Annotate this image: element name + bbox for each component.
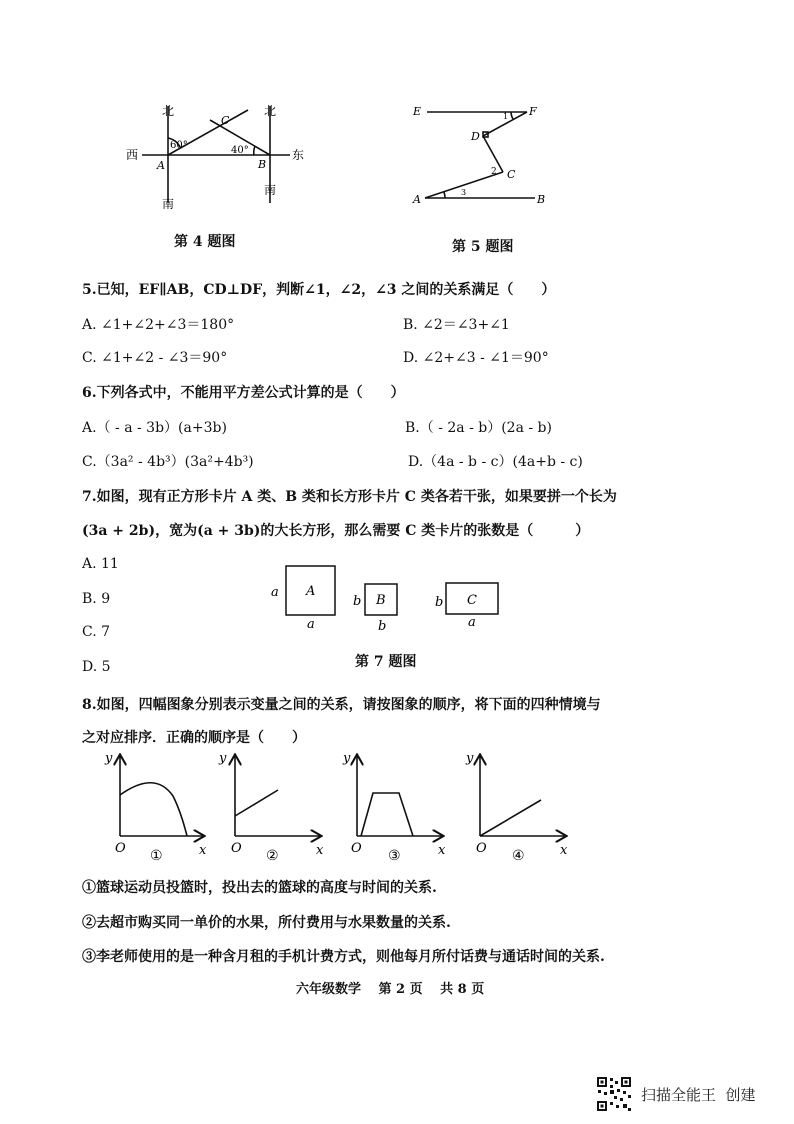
q6-stem: 6.下列各式中，不能用平方差公式计算的是（ ） — [82, 385, 405, 401]
q7-stem-line-1: 7.如图，现有正方形卡片 A 类、B 类和长方形卡片 C 类各若干张，如果要拼一个长为 — [82, 489, 617, 505]
q8-situation-1: ①篮球运动员投篮时，投出去的篮球的高度与时间的关系. — [82, 880, 437, 896]
fig4-south-1: 南 — [162, 197, 175, 211]
g1-y-label: y — [105, 751, 113, 766]
q5-option-b: B. ∠2＝∠3+∠1 — [403, 317, 510, 333]
q7-option-d: D. 5 — [82, 659, 111, 675]
q5-option-a: A. ∠1+∠2+∠3＝180° — [82, 317, 235, 333]
g1-number: ① — [150, 848, 163, 864]
g4-number: ④ — [512, 848, 525, 864]
card-a-label: A — [306, 584, 316, 599]
fig5-point-d: D — [471, 130, 480, 143]
fig5-angle-2: 2 — [491, 167, 497, 177]
card-b-bottom-side: b — [378, 619, 387, 632]
fig4-east: 东 — [292, 148, 305, 162]
fig4-point-c: C — [221, 114, 230, 127]
g4-x-label: x — [560, 843, 568, 858]
card-c-left-side: b — [435, 595, 444, 610]
card-a-bottom-side: a — [307, 617, 315, 632]
graph-3 — [357, 756, 442, 836]
fig5-point-c: C — [507, 168, 516, 181]
g3-x-label: x — [438, 843, 446, 858]
fig5-point-e: E — [413, 105, 422, 118]
fig4-south-2: 南 — [264, 183, 277, 197]
q8-stem-line-1: 8.如图，四幅图象分别表示变量之间的关系，请按图象的顺序，将下面的四种情境与 — [82, 697, 601, 713]
q5-option-c: C. ∠1+∠2 - ∠3＝90° — [82, 350, 228, 366]
g4-origin: O — [476, 841, 487, 856]
g3-y-label: y — [343, 751, 351, 766]
q8-stem-line-2: 之对应排序．正确的顺序是（ ） — [82, 730, 306, 746]
g1-origin: O — [115, 841, 126, 856]
g3-origin: O — [351, 841, 362, 856]
graph-4 — [480, 756, 565, 836]
g1-x-label: x — [199, 843, 207, 858]
fig4-caption: 第 4 题图 — [174, 234, 236, 250]
q6-option-b: B.（ - 2a - b）(2a - b) — [405, 420, 552, 436]
q5-option-d: D. ∠2+∠3 - ∠1＝90° — [403, 350, 549, 366]
fig4-north-2: 北 — [264, 104, 277, 118]
figure-4 — [120, 98, 320, 213]
fig7-caption: 第 7 题图 — [355, 654, 417, 670]
q7-option-c: C. 7 — [82, 624, 111, 640]
scanner-watermark: 扫描全能王 创建 — [641, 1086, 756, 1104]
graph-2 — [235, 756, 320, 836]
q6-option-c: C.（3a² - 4b³）(3a²+4b³) — [82, 454, 254, 470]
figure-7-cards — [265, 560, 510, 632]
g2-origin: O — [231, 841, 242, 856]
qr-code-icon — [596, 1076, 632, 1112]
page-footer: 六年级数学 第 2 页 共 8 页 — [296, 982, 485, 997]
g4-y-label: y — [466, 751, 474, 766]
card-c-label: C — [467, 593, 477, 608]
card-b-label: B — [376, 593, 386, 608]
q7-option-a: A. 11 — [82, 556, 119, 572]
fig5-point-a: A — [413, 193, 421, 206]
g2-number: ② — [266, 848, 279, 864]
fig4-west: 西 — [126, 148, 139, 162]
fig5-caption: 第 5 题图 — [452, 239, 514, 255]
card-c-bottom-side: a — [468, 615, 476, 630]
q8-situation-3: ③李老师使用的是一种含月租的手机计费方式，则他每月所付话费与通话时间的关系. — [82, 949, 605, 965]
graph-1 — [120, 756, 203, 836]
q5-stem: 5.已知，EF∥AB，CD⊥DF，判断∠1，∠2，∠3 之间的关系满足（ ） — [82, 282, 556, 298]
q6-option-d: D.（4a - b - c）(4a+b - c) — [408, 454, 583, 470]
g3-number: ③ — [388, 848, 401, 864]
card-b-left-side: b — [353, 594, 362, 609]
fig4-point-b: B — [258, 158, 267, 171]
fig4-angle-a: 60° — [170, 140, 188, 151]
fig5-angle-3: 3 — [461, 188, 467, 197]
card-a-left-side: a — [271, 585, 279, 600]
q6-option-a: A.（ - a - 3b）(a+3b) — [82, 420, 227, 436]
q7-option-b: B. 9 — [82, 591, 111, 607]
figure-5 — [405, 96, 565, 211]
fig5-point-f: F — [529, 105, 537, 118]
g2-x-label: x — [316, 843, 324, 858]
g2-y-label: y — [219, 751, 227, 766]
figure-8-graphs — [95, 748, 585, 866]
fig4-angle-b: 40° — [231, 145, 249, 156]
fig4-north-1: 北 — [162, 104, 175, 118]
q7-stem-line-2: (3a + 2b)，宽为(a + 3b)的大长方形，那么需要 C 类卡片的张数是（ ） — [82, 523, 590, 539]
fig5-angle-1: 1 — [503, 112, 509, 121]
q8-situation-2: ②去超市购买同一单价的水果，所付费用与水果数量的关系. — [82, 915, 451, 931]
fig5-point-b: B — [537, 193, 546, 206]
fig4-point-a: A — [157, 159, 165, 172]
